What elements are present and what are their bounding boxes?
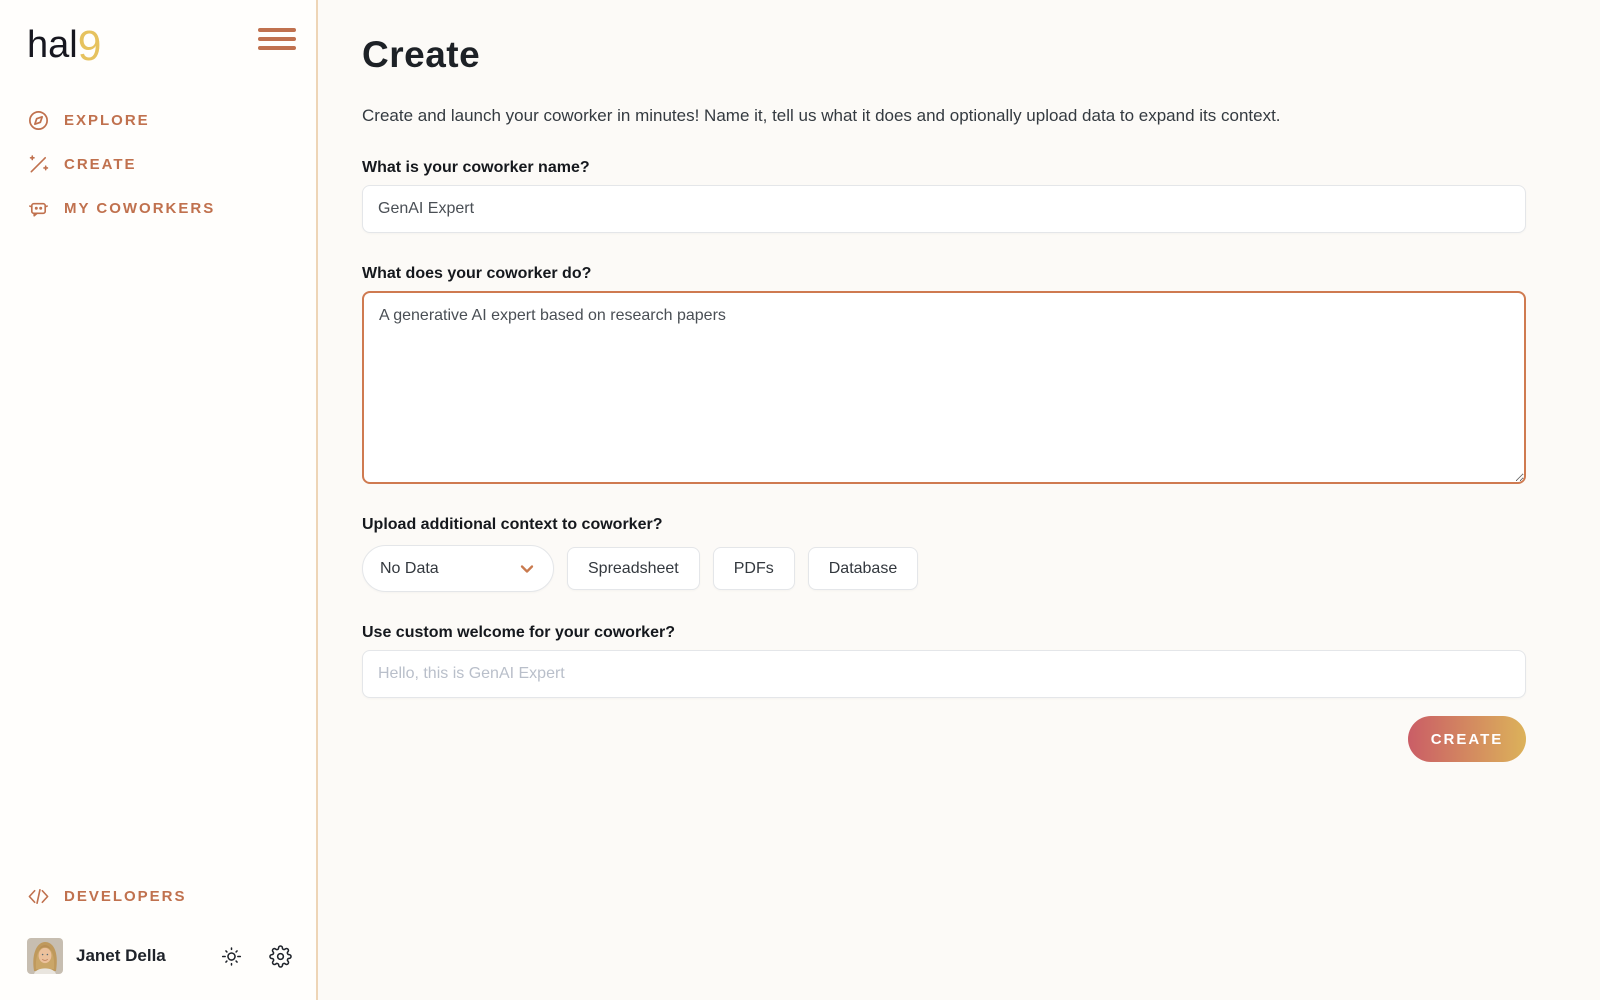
gear-icon <box>269 945 292 968</box>
menu-toggle-button[interactable] <box>258 28 296 50</box>
context-options-row <box>362 545 1526 592</box>
logo-word: hal <box>27 24 78 66</box>
coworker-description-textarea[interactable] <box>362 291 1526 484</box>
main-content <box>318 0 1600 1000</box>
pdfs-button[interactable]: PDFs <box>713 547 795 590</box>
settings-button[interactable] <box>269 945 292 968</box>
coworker-name-label: What is your coworker name? <box>362 159 590 177</box>
data-source-dropdown[interactable] <box>362 545 554 592</box>
logo-digit: 9 <box>77 22 102 70</box>
spreadsheet-button[interactable]: Spreadsheet <box>567 547 700 590</box>
custom-welcome-input[interactable] <box>362 650 1526 698</box>
theme-toggle-button[interactable] <box>220 945 243 968</box>
sidebar-bottom <box>0 885 316 974</box>
hamburger-bar <box>258 46 296 50</box>
database-button[interactable]: Database <box>808 547 919 590</box>
sidebar-item-create[interactable] <box>27 153 296 176</box>
user-name: Janet Della <box>76 946 166 965</box>
coworker-description-label: What does your coworker do? <box>362 265 592 283</box>
sidebar-nav <box>27 109 296 220</box>
sun-icon <box>220 945 243 968</box>
hamburger-bar <box>258 28 296 32</box>
user-avatar[interactable] <box>27 938 63 974</box>
sidebar-item-label: DEVELOPERS <box>64 888 187 905</box>
coworker-name-input[interactable] <box>362 185 1526 233</box>
hal9-logo[interactable] <box>27 18 101 69</box>
dropdown-selected-value: No Data <box>380 559 439 577</box>
robot-chat-icon <box>27 197 50 220</box>
sidebar-top <box>0 18 316 220</box>
sidebar-item-label: EXPLORE <box>64 112 150 130</box>
page-subtitle: Create and launch your coworker in minutes! Name it, tell us what it does and optionally upload data to expand its context. <box>362 106 1281 125</box>
upload-context-label: Upload additional context to coworker? <box>362 516 663 534</box>
sidebar <box>0 0 318 1000</box>
chevron-down-icon <box>517 559 537 579</box>
custom-welcome-label: Use custom welcome for your coworker? <box>362 624 675 642</box>
sidebar-item-developers[interactable] <box>27 885 292 908</box>
compass-icon <box>27 109 50 132</box>
sidebar-item-label: CREATE <box>64 156 137 174</box>
sidebar-item-explore[interactable] <box>27 109 296 132</box>
code-icon <box>27 885 50 908</box>
magic-wand-icon <box>27 153 50 176</box>
button-row <box>362 716 1526 762</box>
create-button[interactable]: CREATE <box>1408 716 1526 762</box>
sidebar-item-my-coworkers[interactable] <box>27 197 296 220</box>
logo-row <box>27 18 296 69</box>
page-title: Create <box>362 34 481 75</box>
sidebar-item-label: MY COWORKERS <box>64 200 216 218</box>
profile-row <box>27 938 292 974</box>
hamburger-bar <box>258 37 296 41</box>
